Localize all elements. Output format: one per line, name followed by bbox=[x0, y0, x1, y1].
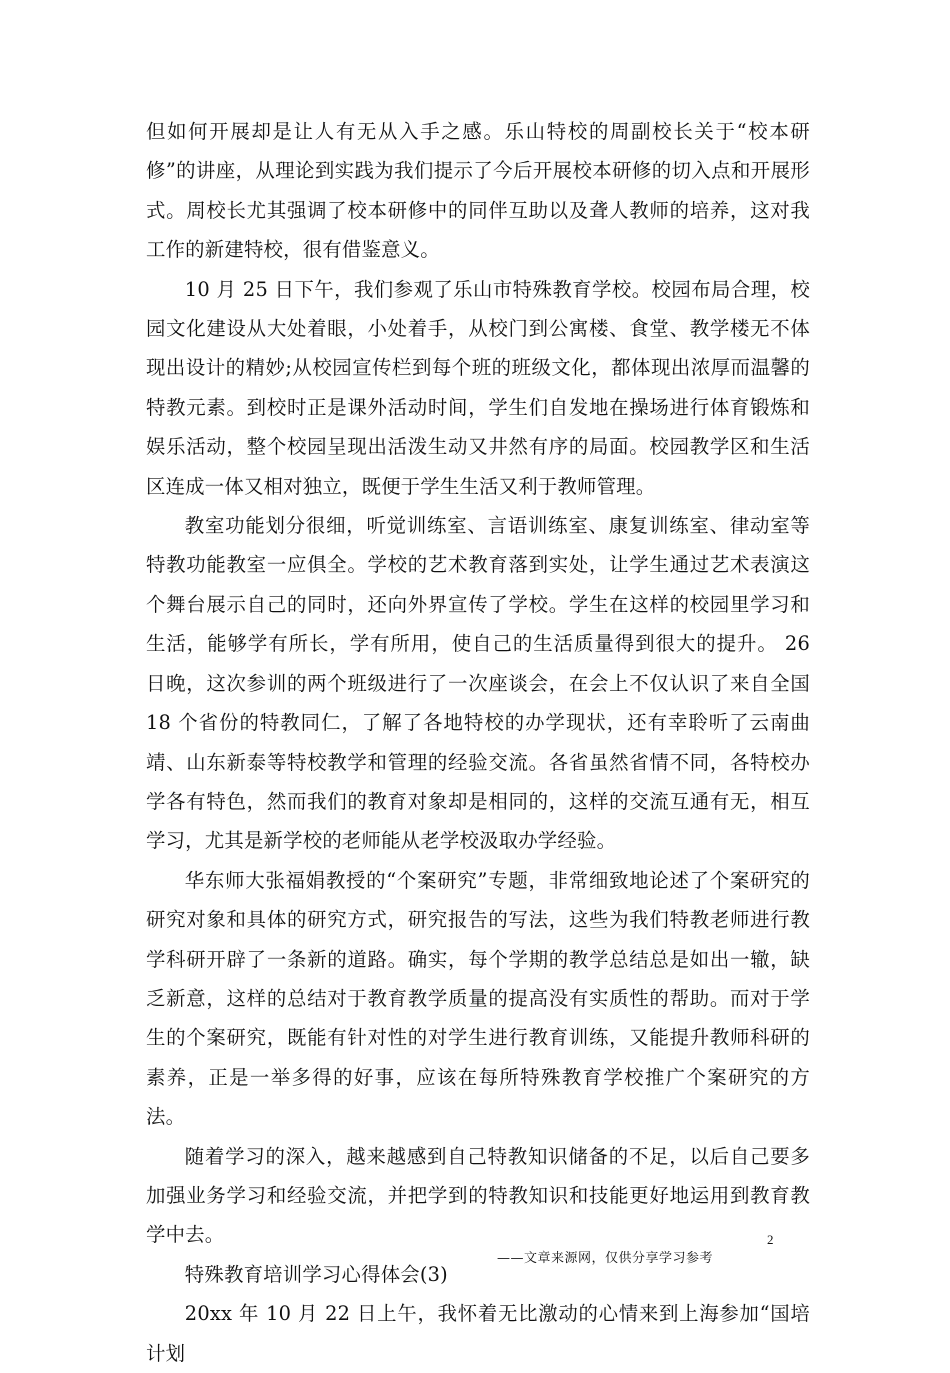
paragraph-2: 10 月 25 日下午，我们参观了乐山市特殊教育学校。校园布局合理，校园文化建设从大处着眼，小处着手，从校门到公寓楼、食堂、教学楼无不体现出设计的精妙;从校园宣传栏到每个班的班级文化，都体现出浓厚而温馨的特教元素。到校时正是课外活动时间，学生们自发地在操场进行体育锻炼和娱乐活动，整个校园呈现出活泼生动又井然有序的局面。校园教学区和生活区连成一体又相对独立，既便于学生生活又利于教师管理。 bbox=[146, 277, 810, 498]
page-number: 2 bbox=[767, 1232, 774, 1247]
paragraph-6: 20xx 年 10 月 22 日上午，我怀着无比激动的心情来到上海参加“国培计划 bbox=[146, 1302, 810, 1365]
paragraph-4: 华东师大张福娟教授的“个案研究”专题，非常细致地论述了个案研究的研究对象和具体的研究方式，研究报告的写法，这些为我们特教老师进行教学科研开辟了一条新的道路。确实，每个学期的教学总结总是如出一辙，缺乏新意，这样的总结对于教育教学质量的提高没有实质性的帮助。而对于学生的个案研究，既能有针对性的对学生进行教育训练，又能提升教师科研的素养，正是一举多得的好事，应该在每所特殊教育学校推广个案研究的方法。 bbox=[146, 868, 810, 1129]
footer-note: ——文章来源网，仅供分享学习参考 bbox=[497, 1251, 714, 1266]
paragraph-5: 随着学习的深入，越来越感到自己特教知识储备的不足，以后自己要多加强业务学习和经验交流，并把学到的特教知识和技能更好地运用到教育教学中去。 bbox=[146, 1144, 810, 1247]
document-body bbox=[146, 112, 810, 1373]
paragraph-3: 教室功能划分很细，听觉训练室、言语训练室、康复训练室、律动室等特教功能教室一应俱全。学校的艺术教育落到实处，让学生通过艺术表演这个舞台展示自己的同时，还向外界宣传了学校。学生在这样的校园里学习和生活，能够学有所长，学有所用，使自己的生活质量得到很大的提升。 26 日晚，这次参训的两个班级进行了一次座谈会，在会上不仅认识了来自全国 18 个省份的特教同仁，了解了各地特校的办学现状，还有幸聆听了云南曲靖、山东新泰等特校教学和管理的经验交流。各省虽然省情不同，各特校办学各有特色，然而我们的教育对象却是相同的，这样的交流互通有无，相互学习，尤其是新学校的老师能从老学校汲取办学经验。 bbox=[146, 514, 810, 853]
section-heading: 特殊教育培训学习心得体会(3) bbox=[184, 1262, 448, 1286]
paragraph-1: 但如何开展却是让人有无从入手之感。乐山特校的周副校长关于“校本研修”的讲座，从理论到实践为我们提示了今后开展校本研修的切入点和开展形式。周校长尤其强调了校本研修中的同伴互助以及聋人教师的培养，这对我工作的新建特校，很有借鉴意义。 bbox=[146, 120, 810, 262]
